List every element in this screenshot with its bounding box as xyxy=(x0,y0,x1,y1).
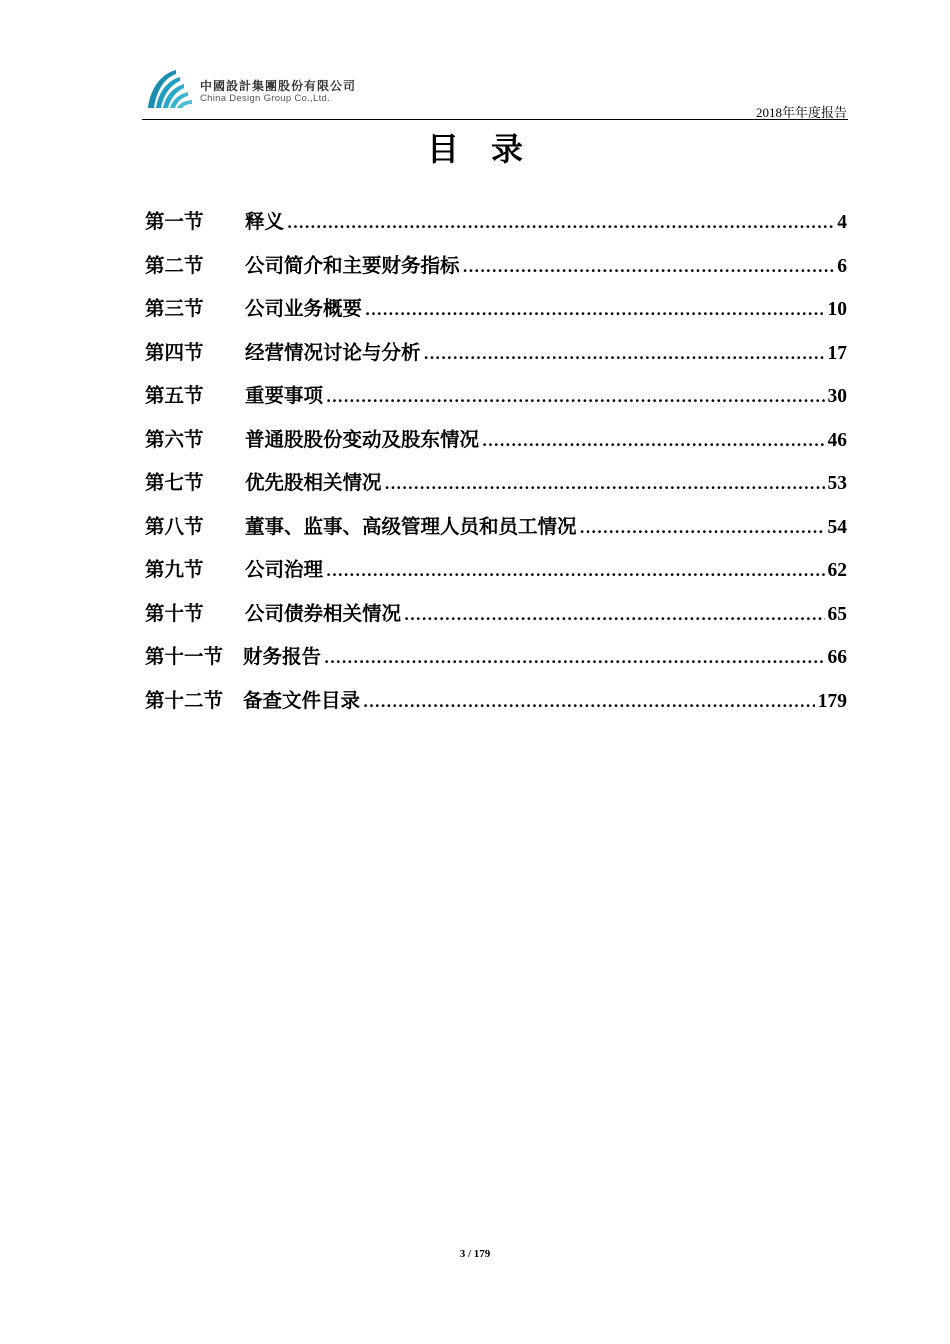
toc-section-number: 第十节 xyxy=(145,601,204,625)
toc-page-number: 65 xyxy=(827,603,847,625)
company-name-en: China Design Group Co.,Ltd. xyxy=(200,93,331,104)
toc-page-number: 53 xyxy=(827,473,847,494)
toc-section-title: 公司简介和主要财务指标 xyxy=(245,253,460,277)
toc-section-number: 第一节 xyxy=(145,210,204,233)
toc-leader-dots xyxy=(365,301,824,319)
toc-section-title: 财务报告 xyxy=(243,645,322,668)
toc-section-number: 第十一节 xyxy=(145,645,224,668)
toc-page-number: 54 xyxy=(827,516,847,538)
toc-section-title: 释义 xyxy=(245,210,285,233)
toc-leader-dots xyxy=(287,214,834,232)
toc-entry[interactable] xyxy=(145,206,847,250)
page-number: 3 / 179 xyxy=(459,1248,491,1260)
toc-leader-dots xyxy=(463,258,835,276)
toc-section-number: 第七节 xyxy=(145,471,204,494)
toc-page-number: 10 xyxy=(827,299,847,320)
toc-leader-dots xyxy=(404,606,824,624)
toc-entry[interactable] xyxy=(145,554,847,598)
toc-leader-dots xyxy=(324,649,824,667)
toc-section-title: 董事、监事、高级管理人员和员工情况 xyxy=(245,514,577,538)
toc-section-title: 重要事项 xyxy=(245,384,324,407)
toc-section-title: 公司业务概要 xyxy=(245,297,363,320)
toc-section-number: 第九节 xyxy=(145,558,204,581)
toc-entry[interactable] xyxy=(145,380,847,424)
toc-section-number: 第四节 xyxy=(145,340,204,364)
toc-section-title: 公司治理 xyxy=(245,558,324,581)
toc-entry[interactable] xyxy=(145,337,847,381)
toc-page-number: 62 xyxy=(827,560,847,581)
toc-page-number: 46 xyxy=(827,429,847,451)
table-of-contents xyxy=(145,206,847,728)
toc-entry[interactable] xyxy=(145,685,847,729)
toc-section-number: 第六节 xyxy=(145,427,204,451)
toc-entry[interactable] xyxy=(145,467,847,511)
toc-leader-dots xyxy=(363,693,815,711)
toc-leader-dots xyxy=(424,345,825,363)
company-name-cn: 中國設計集團股份有限公司 xyxy=(200,79,357,93)
toc-section-title: 经营情况讨论与分析 xyxy=(245,340,421,364)
toc-entry[interactable] xyxy=(145,424,847,468)
toc-section-number: 第十二节 xyxy=(145,688,224,712)
toc-page-number: 6 xyxy=(837,255,847,277)
page-title: 目录 xyxy=(426,130,555,168)
toc-section-title: 备查文件目录 xyxy=(243,688,361,712)
report-label: 2018年年度报告 xyxy=(755,105,847,120)
toc-section-number: 第二节 xyxy=(145,253,204,277)
toc-entry[interactable] xyxy=(145,511,847,555)
toc-leader-dots xyxy=(580,519,825,537)
toc-section-number: 第八节 xyxy=(145,514,204,538)
toc-page-number: 30 xyxy=(827,386,847,407)
toc-section-title: 公司债券相关情况 xyxy=(245,601,402,625)
toc-leader-dots xyxy=(385,475,825,493)
toc-entry[interactable] xyxy=(145,598,847,642)
company-logo-icon xyxy=(146,68,194,112)
toc-section-number: 第五节 xyxy=(145,384,204,407)
toc-entry[interactable] xyxy=(145,641,847,685)
toc-page-number: 179 xyxy=(817,690,847,712)
header-divider xyxy=(142,119,848,120)
toc-section-number: 第三节 xyxy=(145,297,204,320)
toc-page-number: 4 xyxy=(837,212,847,233)
toc-entry[interactable] xyxy=(145,250,847,294)
toc-leader-dots xyxy=(482,432,824,450)
toc-leader-dots xyxy=(326,562,824,580)
toc-leader-dots xyxy=(326,388,824,406)
toc-section-title: 优先股相关情况 xyxy=(245,471,382,494)
toc-page-number: 17 xyxy=(827,342,847,364)
toc-page-number: 66 xyxy=(827,647,847,668)
toc-section-title: 普通股股份变动及股东情况 xyxy=(245,427,480,451)
toc-entry[interactable] xyxy=(145,293,847,337)
